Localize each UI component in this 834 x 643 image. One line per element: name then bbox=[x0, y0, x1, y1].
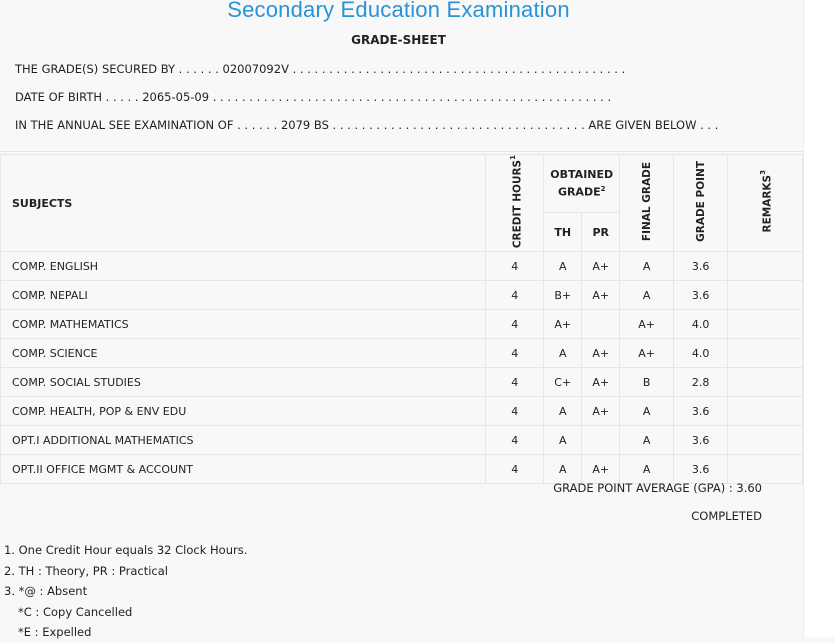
remarks-cell bbox=[728, 368, 803, 397]
remarks-cell bbox=[728, 426, 803, 455]
subject-cell: OPT.I ADDITIONAL MATHEMATICS bbox=[1, 426, 486, 455]
subject-cell: OPT.II OFFICE MGMT & ACCOUNT bbox=[1, 455, 486, 484]
table-row bbox=[1, 368, 803, 397]
divider bbox=[0, 151, 803, 152]
grade-point-cell: 3.6 bbox=[674, 252, 728, 281]
subject-cell: COMP. SCIENCE bbox=[1, 339, 486, 368]
footnote-th-pr: 2. TH : Theory, PR : Practical bbox=[4, 563, 168, 578]
grade-point-cell: 3.6 bbox=[674, 397, 728, 426]
grade-point-header: GRADE POINT bbox=[674, 155, 728, 252]
table-row bbox=[1, 252, 803, 281]
theory-grade-cell: A bbox=[544, 339, 582, 368]
remarks-header: REMARKS$^3$ bbox=[728, 155, 803, 252]
theory-grade-cell: A bbox=[544, 252, 582, 281]
footnotes bbox=[4, 540, 247, 643]
credit-hours-cell: 4 bbox=[486, 281, 544, 310]
final-grade-cell: A bbox=[620, 426, 674, 455]
info-student-symbol: THE GRADE(S) SECURED BY . . . . . . 02007092V . . . . . . . . . . . . . . . . . . . . . . . . . . . . . . . . . . . . . . . . . . . . . . bbox=[15, 62, 626, 76]
table-row bbox=[1, 455, 803, 484]
theory-grade-cell: B+ bbox=[544, 281, 582, 310]
page-title: Secondary Education Examination bbox=[227, 0, 570, 22]
final-grade-cell: A bbox=[620, 455, 674, 484]
final-grade-cell: A+ bbox=[620, 310, 674, 339]
final-grade-cell: A bbox=[620, 252, 674, 281]
grade-point-cell: 2.8 bbox=[674, 368, 728, 397]
practical-grade-cell: A+ bbox=[582, 397, 620, 426]
remarks-cell bbox=[728, 281, 803, 310]
practical-grade-cell: A+ bbox=[582, 339, 620, 368]
theory-grade-cell: A bbox=[544, 426, 582, 455]
remarks-cell bbox=[728, 252, 803, 281]
remarks-cell bbox=[728, 455, 803, 484]
table-row bbox=[1, 339, 803, 368]
gpa-summary: GRADE POINT AVERAGE (GPA) : 3.60 bbox=[553, 481, 762, 495]
theory-grade-cell: A bbox=[544, 397, 582, 426]
remarks-cell bbox=[728, 310, 803, 339]
page-margin bbox=[803, 0, 834, 637]
credit-hours-cell: 4 bbox=[486, 252, 544, 281]
grade-point-cell: 4.0 bbox=[674, 339, 728, 368]
subject-cell: COMP. SOCIAL STUDIES bbox=[1, 368, 486, 397]
credit-hours-cell: 4 bbox=[486, 310, 544, 339]
final-grade-cell: A bbox=[620, 281, 674, 310]
final-grade-header: FINAL GRADE bbox=[620, 155, 674, 252]
practical-header: PR bbox=[582, 213, 620, 252]
table-row bbox=[1, 281, 803, 310]
subject-cell: COMP. HEALTH, POP & ENV EDU bbox=[1, 397, 486, 426]
grades-table bbox=[0, 154, 803, 484]
grade-point-cell: 4.0 bbox=[674, 310, 728, 339]
credit-hours-cell: 4 bbox=[486, 426, 544, 455]
final-grade-cell: A bbox=[620, 397, 674, 426]
table-row bbox=[1, 397, 803, 426]
practical-grade-cell bbox=[582, 426, 620, 455]
footnote-credit-hour: 1. One Credit Hour equals 32 Clock Hours. bbox=[4, 543, 248, 557]
remarks-cell bbox=[728, 339, 803, 368]
theory-grade-cell: C+ bbox=[544, 368, 582, 397]
final-grade-cell: A+ bbox=[620, 339, 674, 368]
remarks-cell bbox=[728, 397, 803, 426]
page-subtitle: GRADE-SHEET bbox=[351, 33, 446, 47]
credit-hours-cell: 4 bbox=[486, 397, 544, 426]
credit-hours-cell: 4 bbox=[486, 455, 544, 484]
practical-grade-cell: A+ bbox=[582, 281, 620, 310]
subject-cell: COMP. MATHEMATICS bbox=[1, 310, 486, 339]
practical-grade-cell: A+ bbox=[582, 368, 620, 397]
footnote-absent: 3. *@ : Absent bbox=[4, 584, 88, 598]
credit-hours-header: CREDIT HOURS$^1$ bbox=[486, 155, 544, 252]
credit-hours-cell: 4 bbox=[486, 339, 544, 368]
footnote-copy-cancelled: *C : Copy Cancelled bbox=[18, 604, 133, 619]
footnote-expelled: *E : Expelled bbox=[18, 625, 92, 639]
info-exam-year: IN THE ANNUAL SEE EXAMINATION OF . . . . . . 2079 BS . . . . . . . . . . . . . . . . . . . . . . . . . . . . . . . . . . . ARE GIVEN BELOW . . . bbox=[15, 118, 719, 132]
final-grade-cell: B bbox=[620, 368, 674, 397]
result-status: COMPLETED bbox=[691, 509, 762, 523]
subject-cell: COMP. NEPALI bbox=[1, 281, 486, 310]
theory-grade-cell: A+ bbox=[544, 310, 582, 339]
practical-grade-cell: A+ bbox=[582, 252, 620, 281]
subject-cell: COMP. ENGLISH bbox=[1, 252, 486, 281]
grade-point-cell: 3.6 bbox=[674, 281, 728, 310]
grade-point-cell: 3.6 bbox=[674, 455, 728, 484]
grade-point-cell: 3.6 bbox=[674, 426, 728, 455]
practical-grade-cell: A+ bbox=[582, 455, 620, 484]
theory-grade-cell: A bbox=[544, 455, 582, 484]
practical-grade-cell bbox=[582, 310, 620, 339]
obtained-grade-header: OBTAINED GRADE$^2$ bbox=[544, 155, 620, 213]
table-row bbox=[1, 310, 803, 339]
info-date-of-birth: DATE OF BIRTH . . . . . 2065-05-09 . . . . . . . . . . . . . . . . . . . . . . . . . . . . . . . . . . . . . . . . . . . . . . . . . . . . . . . bbox=[15, 90, 612, 104]
theory-header: TH bbox=[544, 213, 582, 252]
credit-hours-cell: 4 bbox=[486, 368, 544, 397]
table-row bbox=[1, 426, 803, 455]
subjects-header: SUBJECTS bbox=[1, 155, 486, 252]
